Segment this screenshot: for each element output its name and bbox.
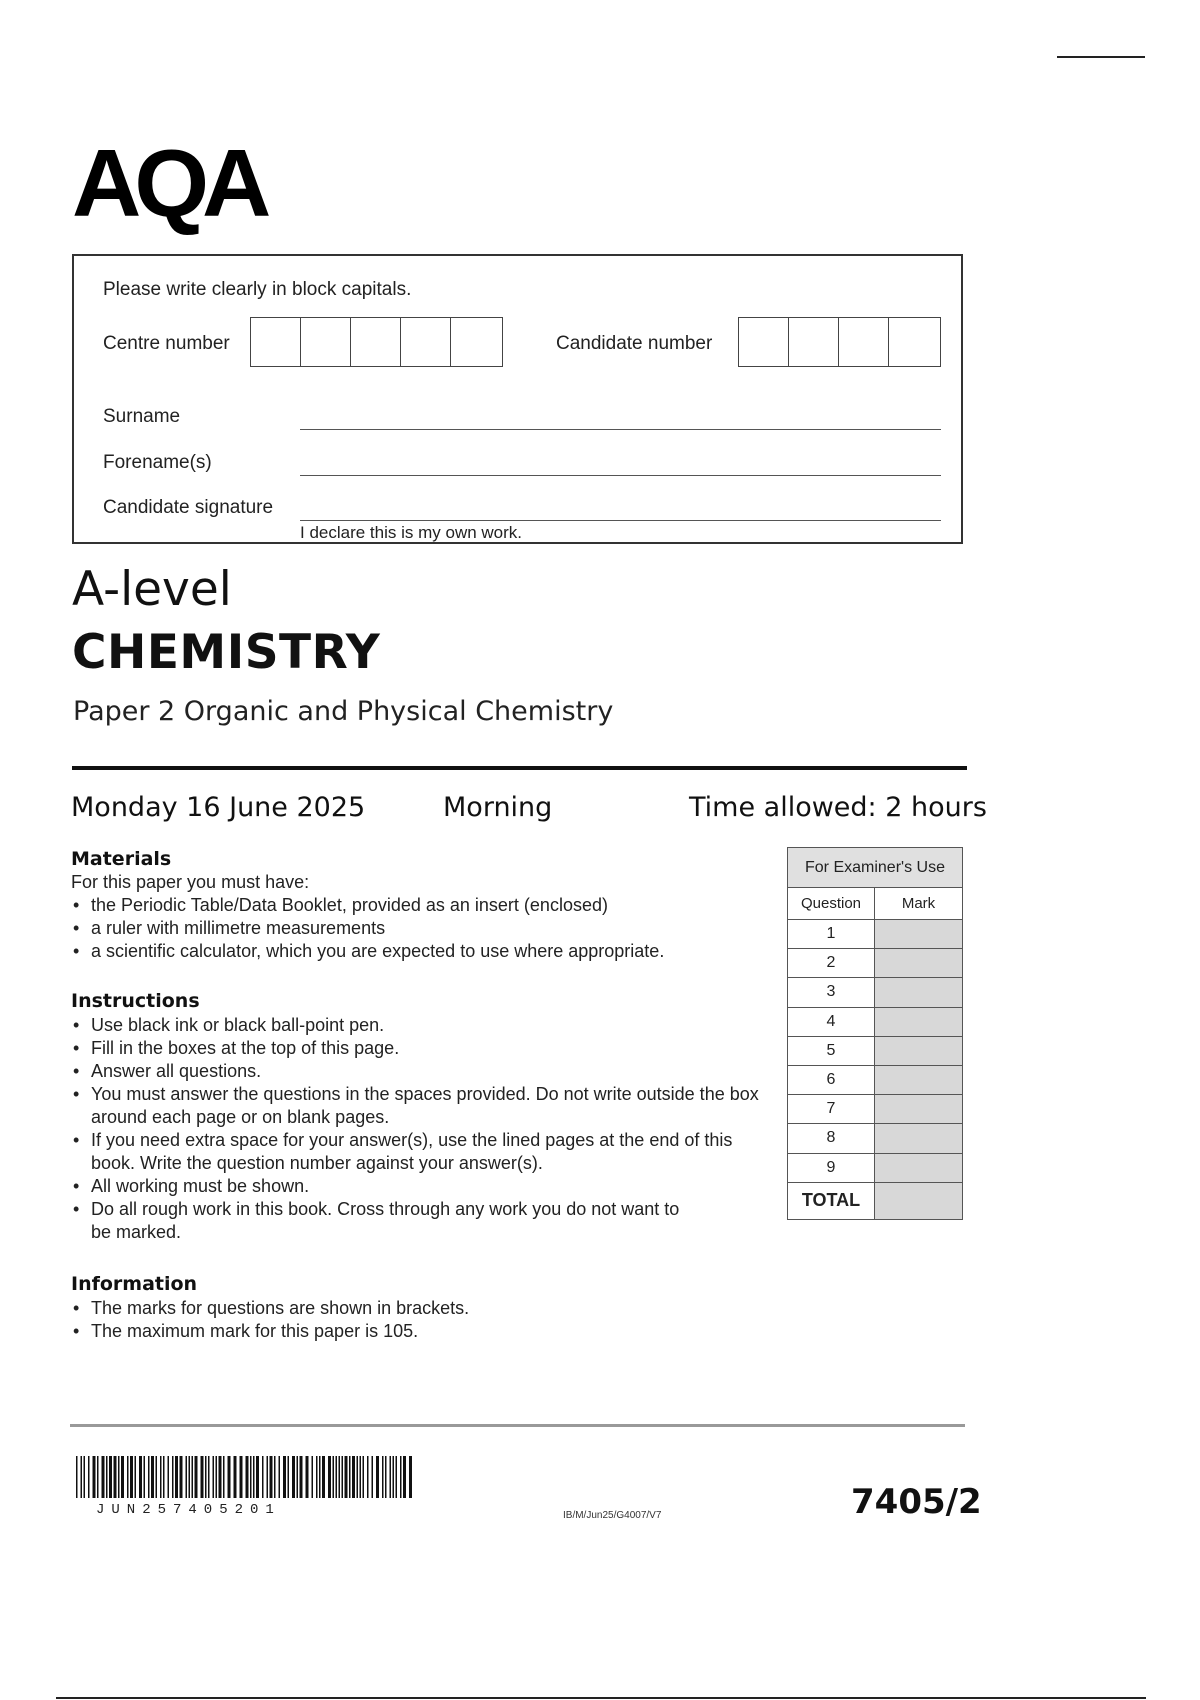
question-number: 9 xyxy=(788,1153,875,1182)
page-bottom-rule xyxy=(56,1697,1146,1699)
candidate-details-box xyxy=(72,254,963,544)
barcode-bar xyxy=(216,1456,218,1498)
mark-cell xyxy=(875,1153,963,1182)
list-item: • The maximum mark for this paper is 105. xyxy=(71,1320,771,1343)
question-column-header: Question xyxy=(788,888,875,920)
barcode-bar xyxy=(160,1456,162,1498)
barcode-bar xyxy=(322,1456,325,1498)
materials-list xyxy=(71,894,771,963)
list-item: • the Periodic Table/Data Booklet, provided as an insert (enclosed) xyxy=(71,894,771,917)
barcode-bar xyxy=(372,1456,374,1498)
barcode-bar xyxy=(316,1456,318,1498)
barcode-bar xyxy=(262,1456,264,1498)
barcode-bar xyxy=(121,1456,124,1498)
barcode-bar xyxy=(192,1456,194,1498)
barcode-bar xyxy=(256,1456,259,1498)
barcode-bar xyxy=(88,1456,90,1498)
barcode-bar xyxy=(97,1456,99,1498)
information-heading: Information xyxy=(71,1273,198,1295)
barcode-bar xyxy=(336,1456,338,1498)
list-item: • Answer all questions. xyxy=(71,1060,771,1083)
question-number: 2 xyxy=(788,949,875,978)
barcode-bar xyxy=(76,1456,78,1498)
corner-rule xyxy=(1057,56,1145,58)
question-number: 7 xyxy=(788,1095,875,1124)
barcode-text: JUN257405201 xyxy=(96,1502,281,1518)
barcode-bar xyxy=(223,1456,225,1498)
barcode-bar xyxy=(400,1456,402,1498)
signature-label: Candidate signature xyxy=(103,497,274,518)
mark-cell xyxy=(875,920,963,949)
barcode-bar xyxy=(328,1456,331,1498)
centre-number-digit[interactable] xyxy=(401,318,451,366)
list-item: • If you need extra space for your answer(s), use the lined pages at the end of this book. Write the question number against your answer(s). xyxy=(71,1129,771,1175)
barcode-bar xyxy=(93,1456,96,1498)
information-list xyxy=(71,1297,771,1343)
barcode-bar xyxy=(213,1456,215,1498)
reference-code: IB/M/Jun25/G4007/V7 xyxy=(563,1510,662,1521)
barcode-bar xyxy=(240,1456,243,1498)
question-number: 6 xyxy=(788,1065,875,1094)
barcode-bar xyxy=(333,1456,335,1498)
mark-cell xyxy=(875,1095,963,1124)
forename-line[interactable] xyxy=(300,475,941,476)
centre-number-digit[interactable] xyxy=(251,318,301,366)
list-item: • Use black ink or black ball-point pen. xyxy=(71,1014,771,1037)
barcode-bar xyxy=(250,1456,252,1498)
barcode-bar xyxy=(130,1456,133,1498)
barcode-bar xyxy=(151,1456,154,1498)
barcode-bar xyxy=(205,1456,207,1498)
candidate-number-boxes xyxy=(738,317,941,367)
table-row xyxy=(788,920,963,949)
barcode-bar xyxy=(360,1456,362,1498)
instructions-heading: Instructions xyxy=(71,990,200,1012)
footer-divider xyxy=(70,1424,965,1427)
table-row xyxy=(788,978,963,1007)
materials-heading: Materials xyxy=(71,848,172,870)
barcode-bar xyxy=(253,1456,255,1498)
barcode-bar xyxy=(208,1456,210,1498)
barcode-bar xyxy=(186,1456,188,1498)
barcode-bar xyxy=(300,1456,303,1498)
barcode-bar xyxy=(135,1456,137,1498)
barcode-bar xyxy=(189,1456,191,1498)
qualification-level: A-level xyxy=(72,562,232,617)
barcode-bar xyxy=(349,1456,351,1498)
block-capitals-instruction: Please write clearly in block capitals. xyxy=(103,279,412,300)
barcode-bar xyxy=(118,1456,120,1498)
candidate-number-digit[interactable] xyxy=(889,318,939,366)
barcode-bar xyxy=(312,1456,314,1498)
barcode-bar xyxy=(109,1456,112,1498)
barcode-bar xyxy=(396,1456,398,1498)
exam-date: Monday 16 June 2025 xyxy=(71,792,366,823)
barcode-bar xyxy=(319,1456,321,1498)
barcode-bar xyxy=(274,1456,276,1498)
list-item: • You must answer the questions in the spaces provided. Do not write outside the box around each page or on blank pages. xyxy=(71,1083,771,1129)
candidate-number-digit[interactable] xyxy=(789,318,839,366)
centre-number-label: Centre number xyxy=(103,333,230,354)
mark-cell xyxy=(875,1007,963,1036)
list-item: • Do all rough work in this book. Cross through any work you do not want to be marked. xyxy=(71,1198,691,1244)
barcode-bar xyxy=(267,1456,269,1498)
barcode-bar xyxy=(228,1456,231,1498)
title-divider xyxy=(72,766,967,770)
centre-number-digit[interactable] xyxy=(451,318,501,366)
barcode-bar xyxy=(163,1456,165,1498)
barcode-bar xyxy=(180,1456,183,1498)
barcode-bar xyxy=(279,1456,281,1498)
barcode-bar xyxy=(270,1456,273,1498)
barcode-bar xyxy=(283,1456,286,1498)
barcode-bar xyxy=(297,1456,299,1498)
list-item: • Fill in the boxes at the top of this page. xyxy=(71,1037,771,1060)
barcode-bar xyxy=(106,1456,108,1498)
barcode-bar xyxy=(382,1456,384,1498)
centre-number-digit[interactable] xyxy=(301,318,351,366)
table-row xyxy=(788,1036,963,1065)
declaration-text: I declare this is my own work. xyxy=(300,523,523,542)
list-item: • The marks for questions are shown in brackets. xyxy=(71,1297,771,1320)
question-number: 8 xyxy=(788,1124,875,1153)
barcode-bar xyxy=(376,1456,379,1498)
barcode-bar xyxy=(393,1456,395,1498)
list-item: • All working must be shown. xyxy=(71,1175,771,1198)
candidate-number-label: Candidate number xyxy=(556,333,713,354)
centre-number-digit[interactable] xyxy=(351,318,401,366)
barcode-bar xyxy=(339,1456,341,1498)
barcode-bar xyxy=(102,1456,105,1498)
question-number: 4 xyxy=(788,1007,875,1036)
question-number: 1 xyxy=(788,920,875,949)
barcode-bar xyxy=(409,1456,412,1498)
exam-session: Morning xyxy=(443,792,553,823)
barcode-bar xyxy=(363,1456,365,1498)
barcode-bar xyxy=(84,1456,86,1498)
information-section xyxy=(71,1273,771,1343)
barcode-bar xyxy=(292,1456,295,1498)
barcode-bar xyxy=(234,1456,237,1498)
barcode-bar xyxy=(385,1456,387,1498)
materials-section xyxy=(71,848,771,963)
barcode-bar xyxy=(144,1456,146,1498)
total-label: TOTAL xyxy=(788,1182,875,1219)
barcode-bar xyxy=(127,1456,129,1498)
paper-code: 7405/2 xyxy=(851,1482,982,1522)
examiner-table-heading: For Examiner's Use xyxy=(788,848,963,888)
examiner-use-table xyxy=(787,847,963,1220)
signature-line[interactable] xyxy=(300,520,941,521)
table-row xyxy=(788,1153,963,1182)
barcode-bar xyxy=(288,1456,290,1498)
barcode-bar xyxy=(352,1456,355,1498)
candidate-number-digit[interactable] xyxy=(739,318,789,366)
table-row xyxy=(788,1182,963,1219)
barcode-bar xyxy=(148,1456,150,1498)
mark-cell xyxy=(875,1036,963,1065)
surname-line[interactable] xyxy=(300,429,941,430)
barcode-bar xyxy=(81,1456,83,1498)
instructions-list xyxy=(71,1014,771,1244)
mark-column-header: Mark xyxy=(875,888,963,920)
barcode-bar xyxy=(175,1456,178,1498)
barcode-bar xyxy=(390,1456,392,1498)
barcode-bar xyxy=(367,1456,369,1498)
subject-title: CHEMISTRY xyxy=(72,625,381,680)
mark-cell xyxy=(875,978,963,1007)
barcode-bar xyxy=(195,1456,198,1498)
barcode-bar xyxy=(168,1456,170,1498)
candidate-number-digit[interactable] xyxy=(839,318,889,366)
question-number: 3 xyxy=(788,978,875,1007)
mark-cell xyxy=(875,1124,963,1153)
barcode-bar xyxy=(201,1456,204,1498)
barcode-bar xyxy=(357,1456,359,1498)
table-row xyxy=(788,1124,963,1153)
barcode-bar xyxy=(345,1456,348,1498)
paper-title: Paper 2 Organic and Physical Chemistry xyxy=(73,696,614,727)
instructions-section xyxy=(71,990,771,1244)
barcode-bar xyxy=(114,1456,117,1498)
table-row xyxy=(788,1095,963,1124)
barcode-bar xyxy=(403,1456,406,1498)
mark-cell xyxy=(875,949,963,978)
barcode-bar xyxy=(139,1456,142,1498)
forename-label: Forename(s) xyxy=(103,452,212,473)
materials-intro: For this paper you must have: xyxy=(71,872,310,892)
question-number: 5 xyxy=(788,1036,875,1065)
examiner-use-table-wrap xyxy=(787,847,963,1220)
aqa-logo: AQA xyxy=(72,130,265,237)
time-allowed: Time allowed: 2 hours xyxy=(689,792,987,823)
table-row xyxy=(788,1065,963,1094)
mark-cell xyxy=(875,1065,963,1094)
table-row xyxy=(788,949,963,978)
barcode-bar xyxy=(172,1456,174,1498)
barcode-bar xyxy=(306,1456,309,1498)
total-mark-cell xyxy=(875,1182,963,1219)
barcode-image xyxy=(76,1456,414,1498)
list-item: • a scientific calculator, which you are expected to use where appropriate. xyxy=(71,940,771,963)
surname-label: Surname xyxy=(103,406,181,427)
list-item: • a ruler with millimetre measurements xyxy=(71,917,771,940)
centre-number-boxes xyxy=(250,317,503,367)
barcode-bar xyxy=(246,1456,249,1498)
barcode-bar xyxy=(342,1456,344,1498)
barcode-bar xyxy=(219,1456,222,1498)
barcode-bar xyxy=(156,1456,158,1498)
table-row xyxy=(788,1007,963,1036)
